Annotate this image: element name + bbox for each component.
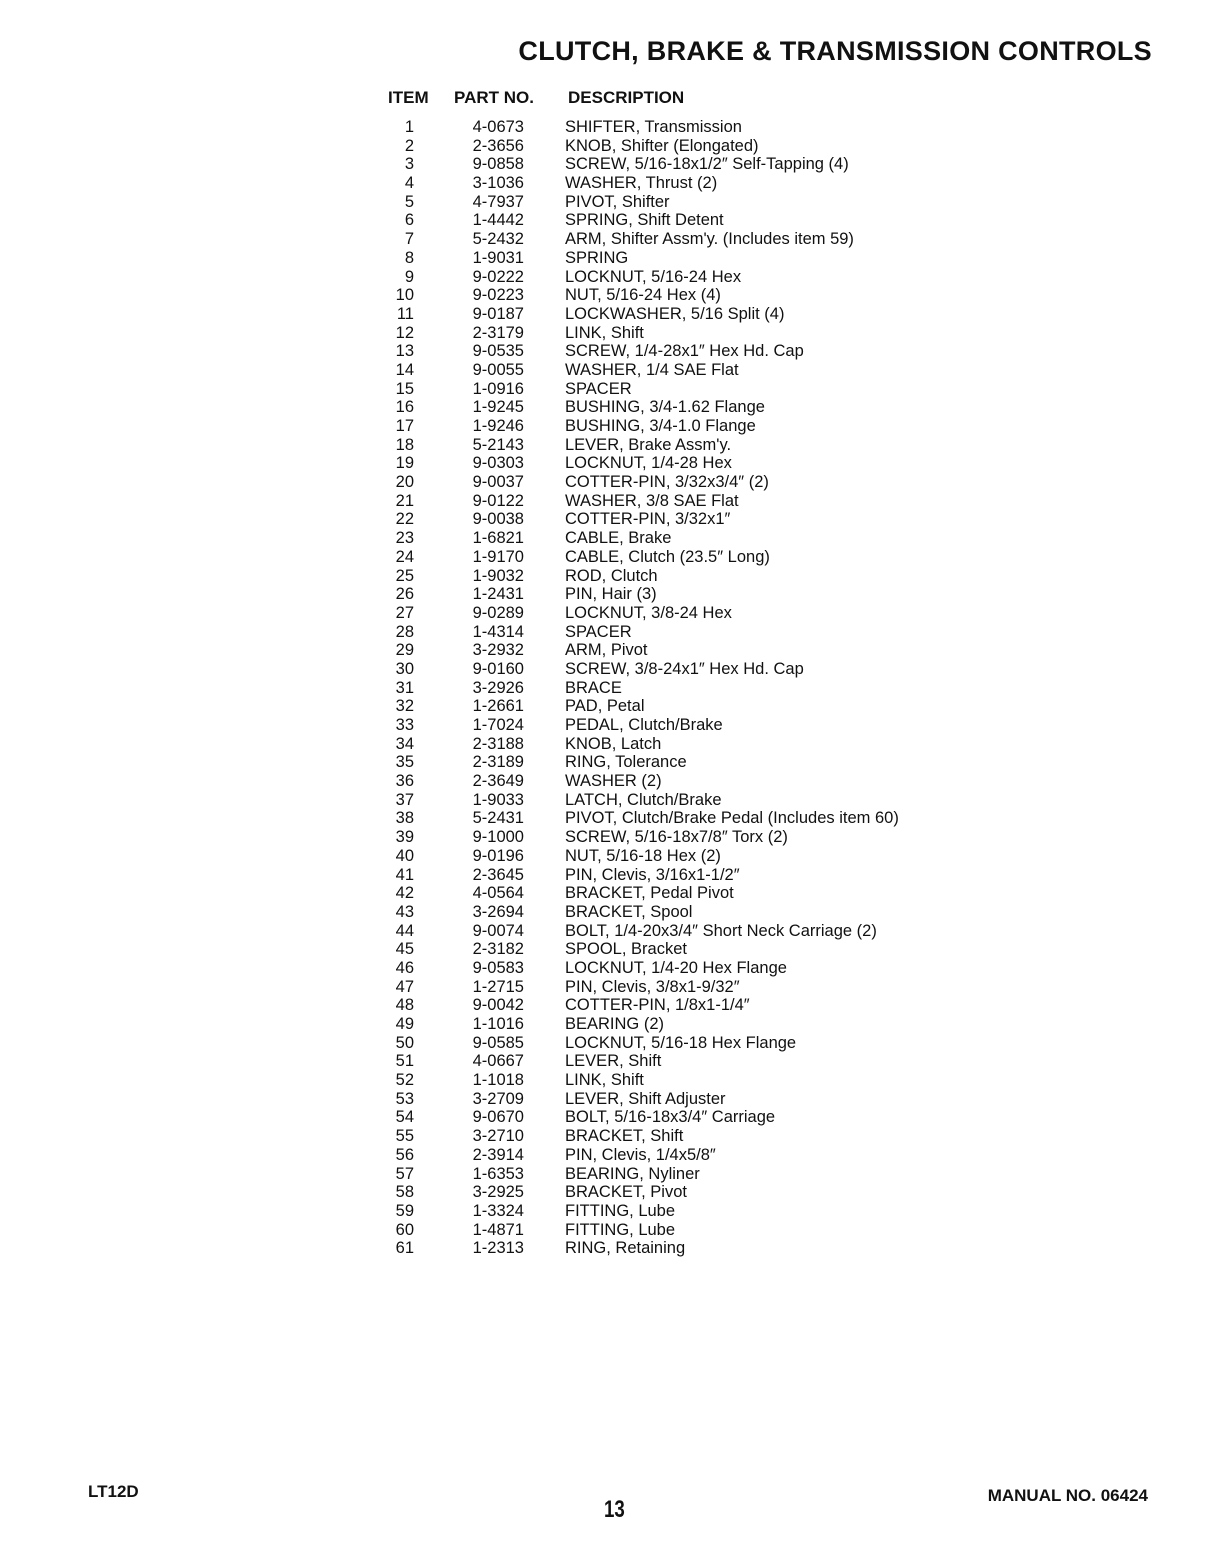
part-row: [388, 641, 1008, 660]
part-description: BEARING, Nyliner: [565, 1164, 700, 1183]
part-description: SPACER: [565, 379, 632, 398]
item-number: 38: [395, 809, 414, 828]
parts-list: [388, 118, 1008, 1258]
item-number: 29: [395, 641, 414, 660]
part-row: [388, 286, 1008, 305]
part-description: ARM, Shifter Assm'y. (Includes item 59): [565, 230, 854, 249]
part-number: 9-0585: [472, 1033, 524, 1052]
part-description: WASHER (2): [565, 772, 662, 791]
part-row: [388, 959, 1008, 978]
part-number: 9-0196: [472, 846, 524, 865]
part-number: 2-3182: [472, 940, 524, 959]
part-row: [388, 884, 1008, 903]
part-number: 2-3189: [472, 753, 524, 772]
part-description: CABLE, Brake: [565, 529, 672, 548]
item-number: 21: [395, 491, 414, 510]
part-row: [388, 155, 1008, 174]
item-number: 18: [395, 435, 414, 454]
part-description: PIN, Clevis, 3/8x1-9/32″: [565, 977, 740, 996]
part-row: [388, 249, 1008, 268]
part-description: BOLT, 5/16-18x3/4″ Carriage: [565, 1108, 776, 1127]
part-row: [388, 679, 1008, 698]
part-number: 1-4442: [472, 211, 524, 230]
part-row: [388, 1034, 1008, 1053]
part-number: 2-3179: [472, 323, 524, 342]
item-number: 54: [395, 1108, 414, 1127]
part-number: 2-3645: [472, 865, 524, 884]
part-number: 1-9246: [472, 417, 524, 435]
part-number: 9-0858: [472, 155, 524, 174]
part-number: 1-9170: [472, 547, 524, 566]
part-description: LINK, Shift: [565, 323, 644, 342]
part-row: [388, 809, 1008, 828]
part-number: 5-2143: [472, 435, 524, 454]
item-number: 17: [395, 417, 414, 435]
part-row: [388, 585, 1008, 604]
item-number: 48: [395, 996, 414, 1015]
part-description: ROD, Clutch: [565, 566, 658, 585]
part-row: [388, 268, 1008, 287]
item-number: 30: [395, 659, 414, 678]
part-row: [388, 978, 1008, 997]
part-row: [388, 1052, 1008, 1071]
part-description: PIN, Clevis, 1/4x5/8″: [565, 1145, 716, 1164]
part-number: 9-0055: [472, 360, 524, 379]
part-description: KNOB, Latch: [565, 734, 662, 753]
part-description: BRACKET, Shift: [565, 1127, 684, 1146]
part-number: 2-3188: [472, 734, 524, 753]
item-number: 8: [404, 248, 414, 267]
manual-number: MANUAL NO. 06424: [987, 1486, 1148, 1505]
part-description: SPACER: [565, 622, 632, 641]
part-number: 9-0289: [472, 603, 524, 622]
item-number: 61: [395, 1239, 414, 1258]
item-number: 36: [395, 772, 414, 791]
item-number: 10: [395, 286, 414, 305]
item-number: 7: [404, 230, 414, 249]
part-row: [388, 454, 1008, 473]
part-number: 4-0564: [472, 884, 524, 903]
part-description: BRACKET, Spool: [565, 902, 693, 921]
part-description: LEVER, Brake Assm'y.: [565, 435, 732, 454]
item-number: 47: [395, 977, 414, 996]
part-row: [388, 940, 1008, 959]
part-description: PIN, Clevis, 3/16x1-1/2″: [565, 865, 740, 884]
part-description: SCREW, 1/4-28x1″ Hex Hd. Cap: [565, 342, 804, 361]
part-description: LOCKNUT, 5/16-18 Hex Flange: [565, 1033, 797, 1052]
part-number: 1-1016: [472, 1015, 524, 1033]
item-number: 50: [395, 1033, 414, 1052]
item-number: 55: [395, 1127, 414, 1146]
part-description: PIN, Hair (3): [565, 585, 657, 604]
part-number: 5-2431: [472, 809, 524, 828]
part-row: [388, 342, 1008, 361]
part-description: LOCKNUT, 1/4-20 Hex Flange: [565, 958, 787, 977]
part-row: [388, 828, 1008, 847]
part-description: LOCKNUT, 1/4-28 Hex: [565, 454, 732, 473]
part-row: [388, 193, 1008, 212]
part-number: 9-0037: [472, 473, 524, 492]
item-number: 34: [395, 734, 414, 753]
item-number: 41: [395, 865, 414, 884]
part-number: 2-3649: [472, 772, 524, 791]
part-number: 1-2661: [472, 697, 524, 716]
part-description: WASHER, 3/8 SAE Flat: [565, 491, 739, 510]
item-number: 42: [395, 884, 414, 903]
part-row: [388, 847, 1008, 866]
item-number: 5: [404, 192, 414, 211]
part-description: SHIFTER, Transmission: [565, 118, 742, 136]
page-number: 13: [604, 1496, 625, 1523]
part-description: SPOOL, Bracket: [565, 940, 687, 959]
part-number: 9-0583: [472, 958, 524, 977]
part-row: [388, 1221, 1008, 1240]
part-number: 1-4314: [472, 622, 524, 641]
item-number: 2: [404, 136, 414, 155]
part-row: [388, 305, 1008, 324]
item-number: 12: [395, 323, 414, 342]
item-number: 49: [395, 1015, 414, 1033]
item-number: 26: [395, 585, 414, 604]
part-description: BOLT, 1/4-20x3/4″ Short Neck Carriage (2): [565, 921, 877, 940]
part-row: [388, 137, 1008, 156]
part-row: [388, 398, 1008, 417]
part-description: ARM, Pivot: [565, 641, 648, 660]
part-row: [388, 753, 1008, 772]
part-row: [388, 772, 1008, 791]
item-number: 37: [395, 790, 414, 809]
item-number: 28: [395, 622, 414, 641]
item-number: 1: [404, 118, 414, 136]
item-number: 32: [395, 697, 414, 716]
part-description: BEARING (2): [565, 1015, 665, 1033]
part-description: KNOB, Shifter (Elongated): [565, 136, 759, 155]
part-number: 3-1036: [472, 174, 524, 193]
item-number: 6: [404, 211, 414, 230]
part-description: BUSHING, 3/4-1.0 Flange: [565, 417, 756, 435]
part-row: [388, 417, 1008, 436]
part-number: 3-2694: [472, 902, 524, 921]
part-number: 9-0535: [472, 342, 524, 361]
part-description: CABLE, Clutch (23.5″ Long): [565, 547, 770, 566]
part-description: FITTING, Lube: [565, 1201, 676, 1220]
part-description: SCREW, 3/8-24x1″ Hex Hd. Cap: [565, 659, 804, 678]
part-number: 1-2431: [472, 585, 524, 604]
part-number: 9-1000: [472, 828, 524, 847]
part-description: LOCKWASHER, 5/16 Split (4): [565, 304, 785, 323]
part-description: COTTER-PIN, 3/32x3/4″ (2): [565, 473, 769, 492]
part-number: 1-9031: [472, 248, 524, 267]
part-number: 9-0223: [472, 286, 524, 305]
part-number: 9-0042: [472, 996, 524, 1015]
part-description: SPRING, Shift Detent: [565, 211, 724, 230]
part-row: [388, 567, 1008, 586]
model-number: LT12D: [88, 1482, 139, 1501]
part-description: LOCKNUT, 5/16-24 Hex: [565, 267, 742, 286]
part-number: 9-0074: [472, 921, 524, 940]
part-row: [388, 866, 1008, 885]
part-row: [388, 922, 1008, 941]
item-number: 19: [395, 454, 414, 473]
part-description: WASHER, Thrust (2): [565, 174, 718, 193]
item-number: 20: [395, 473, 414, 492]
part-description: BRACKET, Pivot: [565, 1183, 687, 1202]
part-row: [388, 1165, 1008, 1184]
part-description: LOCKNUT, 3/8-24 Hex: [565, 603, 732, 622]
part-row: [388, 660, 1008, 679]
part-description: BRACE: [565, 678, 622, 697]
part-row: [388, 174, 1008, 193]
part-row: [388, 510, 1008, 529]
part-description: BRACKET, Pedal Pivot: [565, 884, 734, 903]
part-description: WASHER, 1/4 SAE Flat: [565, 360, 739, 379]
part-description: PIVOT, Clutch/Brake Pedal (Includes item 60): [565, 809, 899, 828]
item-number: 40: [395, 846, 414, 865]
part-number: 9-0187: [472, 304, 524, 323]
item-number: 27: [395, 603, 414, 622]
item-number: 31: [395, 678, 414, 697]
part-number: 9-0038: [472, 510, 524, 529]
part-number: 3-2709: [472, 1089, 524, 1108]
part-row: [388, 1127, 1008, 1146]
item-number: 52: [395, 1071, 414, 1090]
part-description: NUT, 5/16-24 Hex (4): [565, 286, 721, 305]
part-number: 1-3324: [472, 1201, 524, 1220]
part-row: [388, 230, 1008, 249]
part-description: RING, Tolerance: [565, 753, 687, 772]
item-number: 39: [395, 828, 414, 847]
part-row: [388, 791, 1008, 810]
part-number: 9-0122: [472, 491, 524, 510]
part-number: 3-2925: [472, 1183, 524, 1202]
item-number: 23: [395, 529, 414, 548]
item-number: 14: [395, 360, 414, 379]
item-number: 13: [395, 342, 414, 361]
item-number: 4: [404, 174, 414, 193]
part-number: 1-4871: [472, 1220, 524, 1239]
part-row: [388, 623, 1008, 642]
part-description: SPRING: [565, 248, 629, 267]
part-number: 4-0673: [472, 118, 524, 136]
part-number: 1-2715: [472, 977, 524, 996]
part-description: PAD, Petal: [565, 697, 645, 716]
part-description: COTTER-PIN, 1/8x1-1/4″: [565, 996, 750, 1015]
part-number: 1-9033: [472, 790, 524, 809]
part-description: NUT, 5/16-18 Hex (2): [565, 846, 721, 865]
part-number: 3-2926: [472, 678, 524, 697]
page-title: CLUTCH, BRAKE & TRANSMISSION CONTROLS: [518, 36, 1152, 66]
part-row: [388, 118, 1008, 137]
part-number: 1-2313: [472, 1239, 524, 1258]
part-row: [388, 1015, 1008, 1034]
item-number: 46: [395, 958, 414, 977]
part-description: SCREW, 5/16-18x7/8″ Torx (2): [565, 828, 788, 847]
item-number: 15: [395, 379, 414, 398]
part-number: 1-6821: [472, 529, 524, 548]
item-number: 35: [395, 753, 414, 772]
item-number: 3: [404, 155, 414, 174]
part-number: 4-7937: [472, 192, 524, 211]
part-description: SCREW, 5/16-18x1/2″ Self-Tapping (4): [565, 155, 849, 174]
part-number: 2-3914: [472, 1145, 524, 1164]
item-number: 45: [395, 940, 414, 959]
part-description: RING, Retaining: [565, 1239, 686, 1258]
part-number: 9-0303: [472, 454, 524, 473]
part-number: 1-9032: [472, 566, 524, 585]
item-number: 60: [395, 1220, 414, 1239]
part-number: 3-2710: [472, 1127, 524, 1146]
part-number: 1-9245: [472, 398, 524, 417]
part-row: [388, 473, 1008, 492]
part-row: [388, 361, 1008, 380]
item-number: 43: [395, 902, 414, 921]
part-description: FITTING, Lube: [565, 1220, 676, 1239]
part-row: [388, 548, 1008, 567]
part-number: 4-0667: [472, 1052, 524, 1071]
item-number: 11: [396, 304, 414, 323]
part-number: 9-0670: [472, 1108, 524, 1127]
part-number: 1-0916: [472, 379, 524, 398]
part-no-column-header: PART NO.: [454, 88, 534, 107]
part-row: [388, 529, 1008, 548]
part-row: [388, 324, 1008, 343]
item-number: 44: [395, 921, 414, 940]
item-number: 24: [395, 547, 414, 566]
item-number: 59: [395, 1201, 414, 1220]
part-description: PEDAL, Clutch/Brake: [565, 716, 723, 734]
part-row: [388, 1146, 1008, 1165]
part-number: 1-6353: [472, 1164, 524, 1183]
part-row: [388, 380, 1008, 399]
item-column-header: ITEM: [388, 88, 429, 107]
part-row: [388, 211, 1008, 230]
part-row: [388, 903, 1008, 922]
part-row: [388, 1202, 1008, 1221]
part-row: [388, 996, 1008, 1015]
item-number: 51: [395, 1052, 414, 1071]
part-row: [388, 1183, 1008, 1202]
item-number: 33: [395, 716, 414, 734]
part-number: 5-2432: [472, 230, 524, 249]
part-description: PIVOT, Shifter: [565, 192, 670, 211]
part-number: 2-3656: [472, 136, 524, 155]
part-row: [388, 492, 1008, 511]
part-row: [388, 1090, 1008, 1109]
part-row: [388, 604, 1008, 623]
part-description: LINK, Shift: [565, 1071, 644, 1090]
item-number: 58: [395, 1183, 414, 1202]
item-number: 57: [395, 1164, 414, 1183]
description-column-header: DESCRIPTION: [568, 88, 685, 107]
part-description: LEVER, Shift: [565, 1052, 662, 1071]
item-number: 16: [395, 398, 414, 417]
part-description: LATCH, Clutch/Brake: [565, 790, 722, 809]
part-description: LEVER, Shift Adjuster: [565, 1089, 726, 1108]
part-number: 1-7024: [472, 716, 524, 734]
part-number: 3-2932: [472, 641, 524, 660]
part-description: COTTER-PIN, 3/32x1″: [565, 510, 731, 529]
part-number: 9-0160: [472, 659, 524, 678]
item-number: 53: [395, 1089, 414, 1108]
part-number: 1-1018: [472, 1071, 524, 1090]
part-description: BUSHING, 3/4-1.62 Flange: [565, 398, 765, 417]
part-row: [388, 1108, 1008, 1127]
item-number: 56: [395, 1145, 414, 1164]
part-row: [388, 436, 1008, 455]
item-number: 25: [395, 566, 414, 585]
part-row: [388, 1071, 1008, 1090]
item-number: 9: [404, 267, 414, 286]
part-number: 9-0222: [472, 267, 524, 286]
part-row: [388, 1239, 1008, 1258]
part-row: [388, 716, 1008, 735]
part-row: [388, 697, 1008, 716]
item-number: 22: [395, 510, 414, 529]
part-row: [388, 735, 1008, 754]
